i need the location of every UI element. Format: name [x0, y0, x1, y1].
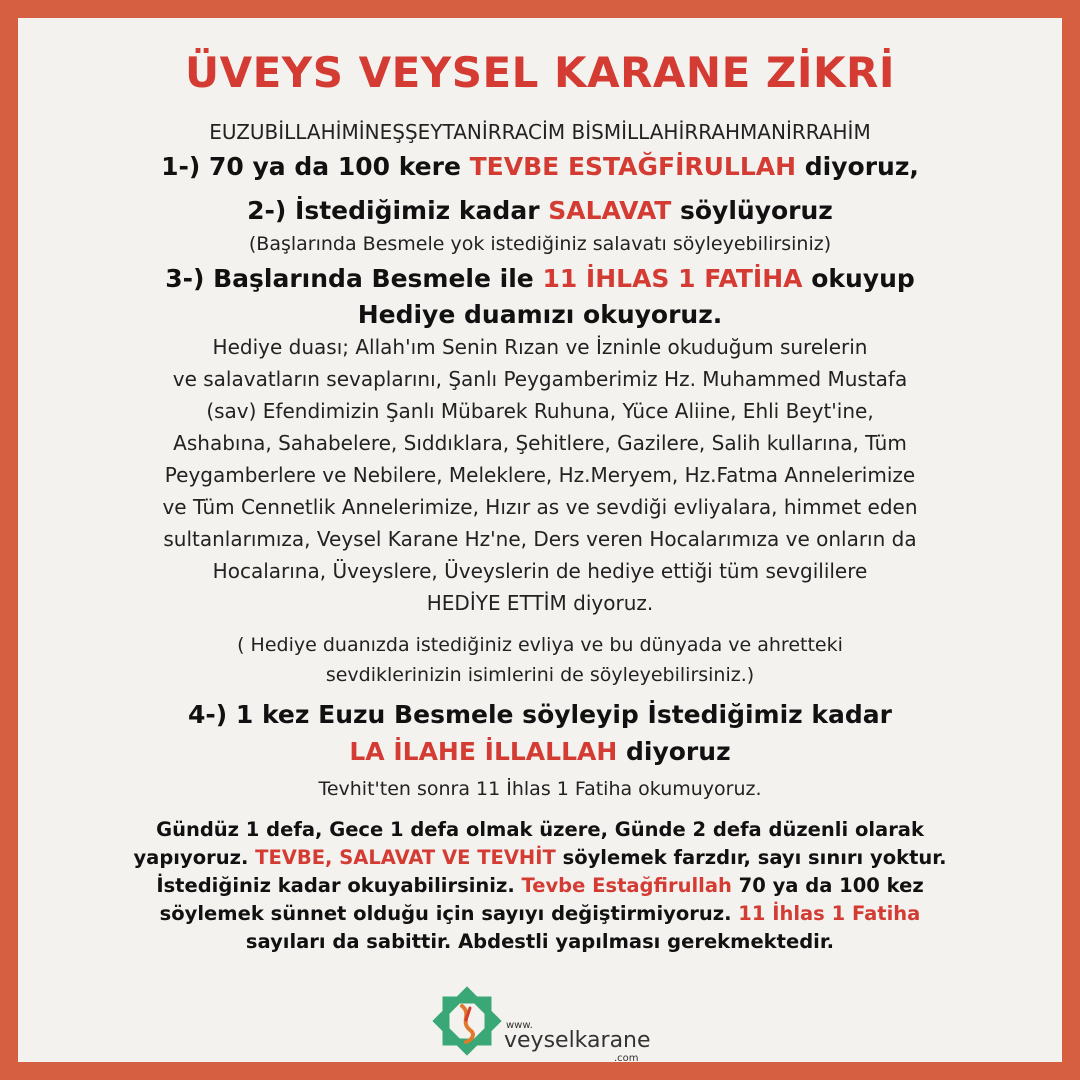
logo-www: www. — [506, 1020, 533, 1031]
footer-text: 70 ya da 100 kez — [731, 874, 924, 897]
step-3-line-2: Hediye duamızı okuyoruz. — [357, 300, 723, 329]
step-4-suffix: diyoruz — [617, 737, 731, 766]
step-1-text: 1-) 70 ya da 100 kere — [161, 152, 470, 181]
footer-highlight: 11 İhlas 1 Fatiha — [738, 902, 921, 925]
footer-line — [18, 872, 1062, 900]
step-4-line-2 — [18, 737, 1062, 766]
prayer-line: Ashabına, Sahabelere, Sıddıklara, Şehitlere, Gazilere, Salih kullarına, Tüm — [173, 431, 907, 455]
step-4-highlight: LA İLAHE İLLALLAH — [349, 737, 618, 766]
footer-line — [18, 900, 1062, 928]
footer-line: sayıları da sabittir. Abdestli yapılması gerekmektedir. — [245, 930, 835, 953]
site-logo — [432, 986, 652, 1064]
step-3-suffix: okuyup — [802, 264, 915, 293]
step-2-highlight: SALAVAT — [548, 196, 672, 225]
prayer-line: ve Tüm Cennetlik Annelerimize, Hızır as ve sevdiği evliyalara, himmet eden — [162, 495, 918, 519]
footer-text: söylemek farzdır, sayı sınırı yoktur. — [555, 846, 947, 869]
poster-frame — [18, 18, 1062, 1062]
prayer-line: (sav) Efendimizin Şanlı Mübarek Ruhuna, Yüce Aliine, Ehli Beyt'ine, — [206, 399, 874, 423]
step-3-text: 3-) Başlarında Besmele ile — [165, 264, 543, 293]
logo-tld: .com — [614, 1053, 639, 1064]
footer-text: İstediğiniz kadar okuyabilirsiniz. — [156, 874, 522, 897]
page-title: ÜVEYS VEYSEL KARANE ZİKRİ — [185, 48, 895, 97]
footer-highlight: TEVBE, SALAVAT VE TEVHİT — [255, 846, 556, 869]
prayer-line: ve salavatların sevaplarını, Şanlı Peygamberimiz Hz. Muhammed Mustafa — [172, 367, 908, 391]
step-3-highlight: 11 İHLAS 1 FATİHA — [542, 264, 803, 293]
prayer-line: HEDİYE ETTİM diyoruz. — [426, 591, 654, 615]
footer-text: yapıyoruz. — [133, 846, 256, 869]
footer-line: Gündüz 1 defa, Gece 1 defa olmak üzere, Günde 2 defa düzenli olarak — [156, 818, 924, 841]
prayer-line: Peygamberlere ve Nebilere, Meleklere, Hz.Meryem, Hz.Fatma Annelerimize — [164, 463, 916, 487]
footer-highlight: Tevbe Estağfirullah — [521, 874, 732, 897]
step-4-note: Tevhit'ten sonra 11 İhlas 1 Fatiha okumuyoruz. — [318, 778, 762, 800]
prayer-line: Hocalarına, Üveyslere, Üveyslerin de hediye ettiği tüm sevgililere — [212, 559, 868, 583]
step-1-suffix: diyoruz, — [796, 152, 919, 181]
prayer-note-line: sevdiklerinizin isimlerini de söyleyebilirsiniz.) — [325, 664, 755, 686]
step-3 — [18, 264, 1062, 293]
step-2-suffix: söylüyoruz — [671, 196, 833, 225]
step-1 — [18, 152, 1062, 181]
step-2-text: 2-) İstediğimiz kadar — [247, 196, 549, 225]
prayer-line: sultanlarımıza, Veysel Karane Hz'ne, Ders veren Hocalarımıza ve onların da — [163, 527, 917, 551]
prayer-line: Hediye duası; Allah'ım Senin Rızan ve İzninle okuduğum surelerin — [212, 335, 868, 359]
footer-line — [18, 844, 1062, 872]
step-2-note: (Başlarında Besmele yok istediğiniz salavatı söyleyebilirsiniz) — [248, 233, 832, 255]
step-2 — [18, 196, 1062, 225]
prayer-note-line: ( Hediye duanızda istediğiniz evliya ve bu dünyada ve ahretteki — [237, 634, 843, 656]
subtitle-invocation: EUZUBİLLAHİMİNEŞŞEYTANİRRACİM BİSMİLLAHİRRAHMANİRRAHİM — [209, 120, 871, 144]
logo-name: veyselkarane — [504, 1028, 651, 1053]
step-1-highlight: TEVBE ESTAĞFİRULLAH — [469, 152, 797, 181]
footer-text: söylemek sünnet olduğu için sayıyı değiştirmiyoruz. — [159, 902, 739, 925]
logo-star-icon — [432, 986, 502, 1056]
step-4: 4-) 1 kez Euzu Besmele söyleyip İstediğimiz kadar — [187, 700, 893, 729]
